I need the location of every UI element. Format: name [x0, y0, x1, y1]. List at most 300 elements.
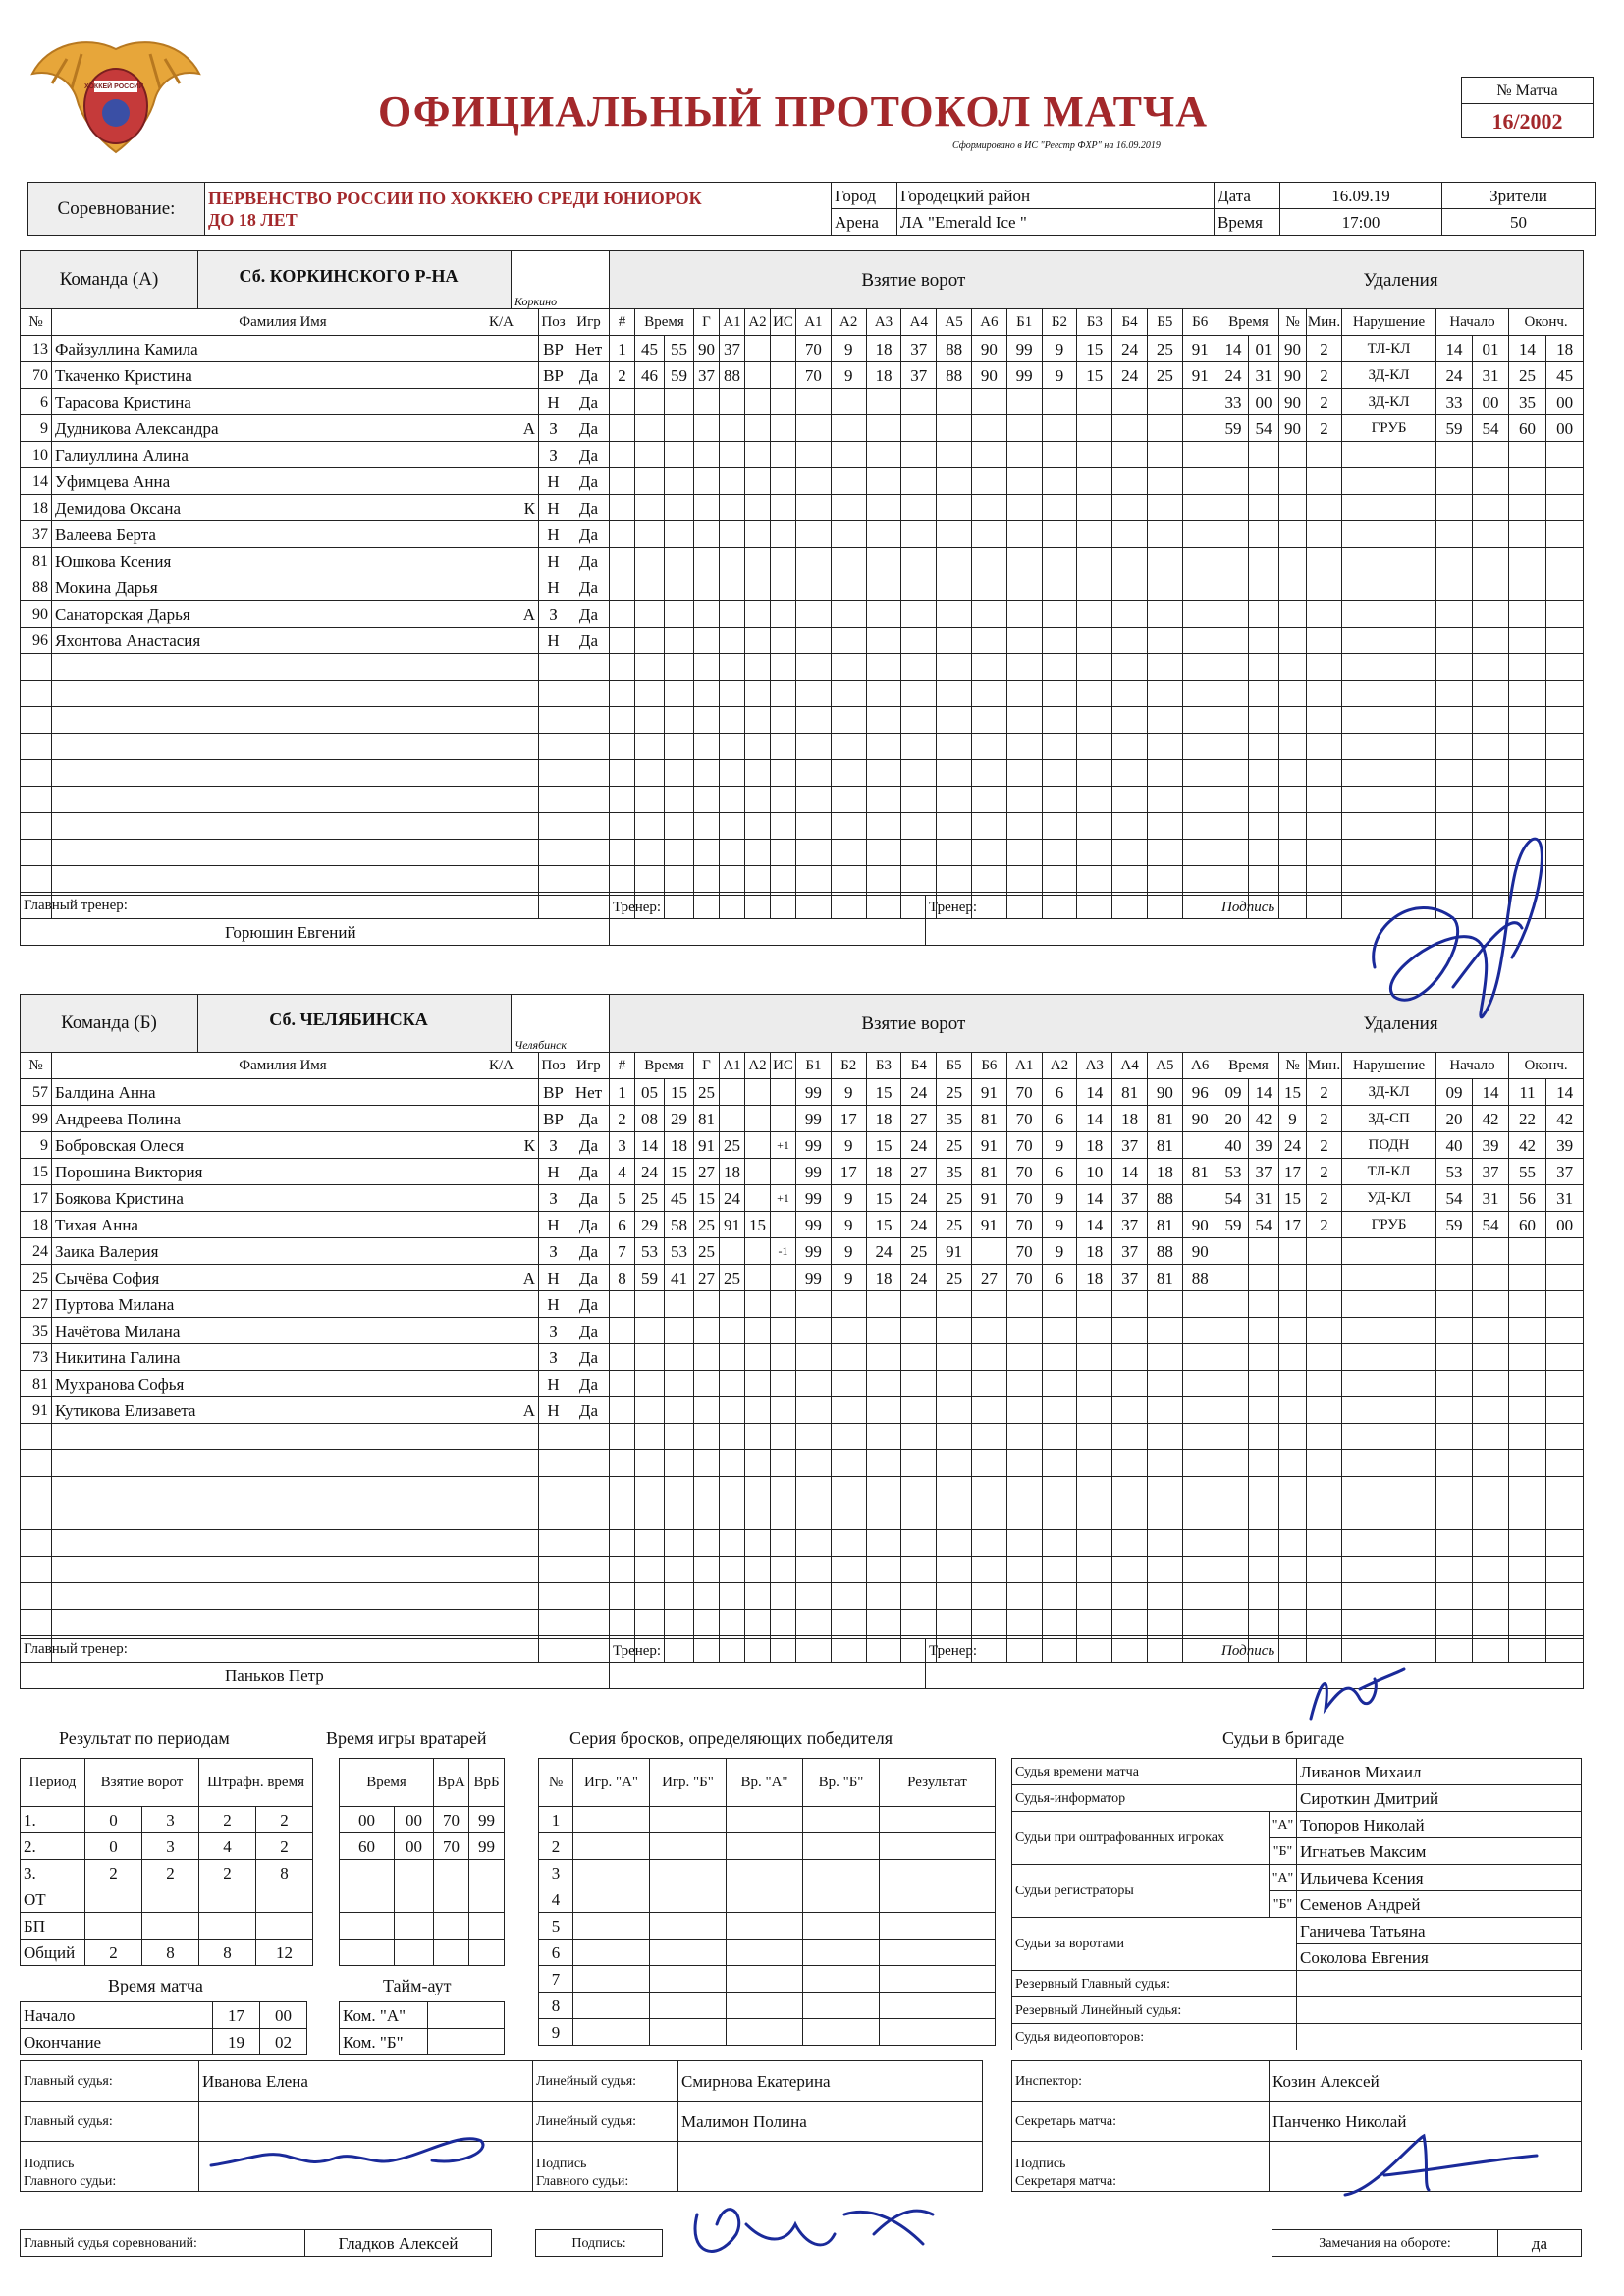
- goal-second: [665, 1424, 694, 1450]
- goal-assist-1: [720, 548, 745, 574]
- player-number: 73: [21, 1344, 52, 1371]
- onice-player: [796, 787, 832, 813]
- goal-assist-1: [720, 1477, 745, 1503]
- goal-row: [610, 866, 1218, 893]
- goal-minute: 24: [635, 1159, 665, 1185]
- goal-second: [665, 574, 694, 601]
- onice-player: [796, 1344, 832, 1371]
- pen-minute: [1218, 866, 1249, 893]
- onice-player: [1112, 1291, 1148, 1318]
- onice-player: [866, 1530, 901, 1557]
- onice-player: [1042, 813, 1077, 840]
- player-number: 6: [21, 389, 52, 415]
- player-name-cell: [52, 840, 539, 866]
- roster-row: [21, 442, 610, 468]
- pen-minutes: [1307, 1610, 1342, 1636]
- pen-minute: [1218, 1291, 1249, 1318]
- player-name-cell: [52, 734, 539, 760]
- goal-assist-1: [720, 866, 745, 893]
- pen-violation: УД-КЛ: [1342, 1185, 1436, 1212]
- roster-row: [21, 707, 610, 734]
- period-pim-a: [199, 1913, 256, 1940]
- onice-player: [1077, 1318, 1112, 1344]
- pen-player: [1279, 1503, 1307, 1530]
- so-result-header: Результат: [880, 1759, 996, 1807]
- onice-player: 70: [1006, 1079, 1042, 1106]
- goalie-row: [340, 1860, 505, 1886]
- shootout-title: Серия бросков, определяющих победителя: [569, 1728, 893, 1748]
- player-played: Да: [568, 574, 610, 601]
- goal-assist-1: [720, 1344, 745, 1371]
- goal-second: 15: [665, 1159, 694, 1185]
- onice-player: [796, 1503, 832, 1530]
- pen-violation: [1342, 601, 1436, 628]
- player-position: [539, 1503, 568, 1530]
- shootout-cell: [880, 1886, 996, 1913]
- onice-player: [1077, 442, 1112, 468]
- pen-minutes: [1307, 1344, 1342, 1371]
- goalie-row: [340, 1913, 505, 1940]
- goalie-minute: [340, 1860, 395, 1886]
- pen-second: [1249, 628, 1279, 654]
- pen-player: 17: [1279, 1212, 1307, 1238]
- pen-start-second: [1473, 787, 1509, 813]
- player-name-cell: [52, 787, 539, 813]
- onice-player: [1147, 1291, 1182, 1318]
- player-name: Дудникова Александра: [55, 418, 219, 438]
- onice-player: [1006, 840, 1042, 866]
- goal-second: [665, 1450, 694, 1477]
- onice-player: 70: [1006, 1185, 1042, 1212]
- pen-minutes: [1307, 840, 1342, 866]
- onice-player: [866, 1450, 901, 1477]
- penalty-row: [1218, 1477, 1584, 1503]
- pen-second: [1249, 1557, 1279, 1583]
- onice-player: [831, 1424, 866, 1450]
- pen-end-minute: [1509, 1344, 1546, 1371]
- player-name-cell: [52, 1503, 539, 1530]
- pen-second: [1249, 654, 1279, 681]
- pen-minutes: [1307, 1557, 1342, 1583]
- pen-start-minute: 40: [1436, 1132, 1473, 1159]
- onice-player: [1112, 1477, 1148, 1503]
- goal-second: [665, 628, 694, 654]
- player-position: [539, 1557, 568, 1583]
- player-position: З: [539, 1238, 568, 1265]
- head-referee-label-1: Главный судья:: [21, 2061, 199, 2102]
- onice-player: [1112, 681, 1148, 707]
- goalie-b: [469, 1886, 505, 1913]
- goal-row: [610, 548, 1218, 574]
- roster-row: [21, 760, 610, 787]
- goal-row: [610, 734, 1218, 760]
- col-onice: А6: [971, 309, 1006, 336]
- goal-row: [610, 681, 1218, 707]
- onice-player: [1112, 840, 1148, 866]
- col-onice: Б5: [937, 1053, 972, 1079]
- goal-assist-2: [745, 840, 771, 866]
- head-coach-name: Паньков Петр: [225, 1667, 324, 1685]
- city-label: Город: [832, 183, 897, 209]
- goal-number: 2: [610, 362, 635, 389]
- goal-situation: [771, 1291, 796, 1318]
- pen-start-second: [1473, 1371, 1509, 1397]
- onice-player: [1147, 1371, 1182, 1397]
- pen-end-minute: [1509, 574, 1546, 601]
- pen-end-minute: [1509, 521, 1546, 548]
- col-pen-violation: Нарушение: [1342, 1053, 1436, 1079]
- goal-assist-1: 25: [720, 1132, 745, 1159]
- roster-row: [21, 548, 610, 574]
- player-played: Да: [568, 548, 610, 574]
- onice-player: [1077, 495, 1112, 521]
- shootout-cell: [650, 1993, 727, 2019]
- onice-player: 88: [1147, 1238, 1182, 1265]
- col-pos: Поз: [539, 1053, 568, 1079]
- onice-player: [937, 1344, 972, 1371]
- pen-violation: ЗД-СП: [1342, 1106, 1436, 1132]
- goal-assist-2: [745, 734, 771, 760]
- shootout-row: [539, 1886, 996, 1913]
- player-name-cell: [52, 1238, 539, 1265]
- pen-start-minute: [1436, 1610, 1473, 1636]
- onice-player: [901, 548, 937, 574]
- onice-player: [1042, 734, 1077, 760]
- competition-info: [27, 182, 1596, 236]
- goal-assist-1: [720, 1610, 745, 1636]
- city-value: Городецкий район: [897, 183, 1215, 209]
- goal-situation: [771, 362, 796, 389]
- pen-end-minute: 55: [1509, 1159, 1546, 1185]
- player-position: [539, 1424, 568, 1450]
- onice-player: [1077, 1503, 1112, 1530]
- player-number: 88: [21, 574, 52, 601]
- goal-second: [665, 1291, 694, 1318]
- goalie-row: [340, 1807, 505, 1833]
- pen-end-minute: [1509, 1371, 1546, 1397]
- goal-assist-1: [720, 1530, 745, 1557]
- player-position: Н: [539, 574, 568, 601]
- player-played: Да: [568, 1265, 610, 1291]
- onice-player: 99: [796, 1238, 832, 1265]
- onice-player: [866, 1557, 901, 1583]
- goal-assist-2: [745, 760, 771, 787]
- onice-player: [1182, 734, 1218, 760]
- pen-minute: [1218, 548, 1249, 574]
- onice-player: [831, 654, 866, 681]
- player-position: Н: [539, 1265, 568, 1291]
- goal-situation: [771, 442, 796, 468]
- pen-player: [1279, 1450, 1307, 1477]
- player-position: Н: [539, 1397, 568, 1424]
- pen-start-second: [1473, 628, 1509, 654]
- roster-row: [21, 1344, 610, 1371]
- goal-number: [610, 548, 635, 574]
- player-position: Н: [539, 548, 568, 574]
- notes-value: да: [1498, 2230, 1582, 2257]
- goal-assist-1: [720, 1557, 745, 1583]
- pen-end-minute: [1509, 1450, 1546, 1477]
- pen-player: [1279, 760, 1307, 787]
- onice-player: [796, 840, 832, 866]
- player-position: [539, 734, 568, 760]
- onice-player: [937, 415, 972, 442]
- col-onice: Б2: [1042, 309, 1077, 336]
- onice-player: [971, 521, 1006, 548]
- pen-minute: 24: [1218, 362, 1249, 389]
- pen-start-second: [1473, 1344, 1509, 1371]
- goal-assist-1: [720, 389, 745, 415]
- pen-second: [1249, 866, 1279, 893]
- penalty-row: [1218, 1212, 1584, 1238]
- onice-player: [901, 1318, 937, 1344]
- onice-player: [1006, 601, 1042, 628]
- goal-row: [610, 1477, 1218, 1503]
- goal-scorer: 25: [694, 1212, 720, 1238]
- onice-player: [831, 760, 866, 787]
- pen-second: [1249, 574, 1279, 601]
- onice-player: [831, 1583, 866, 1610]
- onice-player: [1042, 1530, 1077, 1557]
- goal-assist-1: [720, 734, 745, 760]
- col-onice: Б4: [901, 1053, 937, 1079]
- onice-player: [1006, 1344, 1042, 1371]
- shootout-cell: [573, 1807, 650, 1833]
- goal-number: [610, 389, 635, 415]
- goal-situation: [771, 336, 796, 362]
- pen-second: 39: [1249, 1132, 1279, 1159]
- signature-team-a-icon: [1355, 830, 1561, 1061]
- player-number: 17: [21, 1185, 52, 1212]
- onice-player: [1147, 628, 1182, 654]
- goal-minute: 14: [635, 1132, 665, 1159]
- onice-player: [1182, 1185, 1218, 1212]
- pen-player: [1279, 1424, 1307, 1450]
- onice-player: [1182, 1318, 1218, 1344]
- col-name: Фамилия Имя: [239, 313, 327, 330]
- pen-end-second: [1546, 1344, 1584, 1371]
- onice-player: 6: [1042, 1106, 1077, 1132]
- pen-player: [1279, 442, 1307, 468]
- onice-player: [831, 601, 866, 628]
- col-igr: Игр: [568, 309, 610, 336]
- onice-player: [1112, 468, 1148, 495]
- player-name: Тихая Анна: [55, 1215, 138, 1234]
- goal-situation: [771, 707, 796, 734]
- pen-second: [1249, 734, 1279, 760]
- pen-minutes: [1307, 495, 1342, 521]
- goal-number: [610, 1291, 635, 1318]
- pen-end-second: [1546, 521, 1584, 548]
- pen-end-minute: 22: [1509, 1106, 1546, 1132]
- penalty-row: [1218, 734, 1584, 760]
- pen-end-second: [1546, 734, 1584, 760]
- onice-player: [831, 1530, 866, 1557]
- onice-player: [831, 628, 866, 654]
- shootout-cell: [803, 1833, 880, 1860]
- player-played: Да: [568, 1106, 610, 1132]
- pen-player: [1279, 866, 1307, 893]
- onice-player: [901, 1371, 937, 1397]
- pen-start-second: 54: [1473, 415, 1509, 442]
- col-onice: Б4: [1112, 309, 1148, 336]
- pen-end-second: [1546, 1477, 1584, 1503]
- onice-player: [937, 707, 972, 734]
- pen-violation: [1342, 1557, 1436, 1583]
- pen-end-second: [1546, 1450, 1584, 1477]
- goal-minute: [635, 1477, 665, 1503]
- player-ka: К: [523, 1135, 535, 1155]
- goalie-minute: [340, 1940, 395, 1966]
- pen-second: [1249, 1477, 1279, 1503]
- video-judge-label: Судья видеоповторов:: [1012, 2024, 1297, 2050]
- goal-second: 53: [665, 1238, 694, 1265]
- sig-head-label-1b: Главного судьи:: [24, 2174, 117, 2189]
- player-position: [539, 681, 568, 707]
- shootout-row: [539, 1807, 996, 1833]
- goal-minute: [635, 866, 665, 893]
- penalty-row: [1218, 1371, 1584, 1397]
- onice-player: [901, 1424, 937, 1450]
- onice-player: [866, 442, 901, 468]
- onice-player: 18: [1077, 1265, 1112, 1291]
- onice-player: 18: [866, 1265, 901, 1291]
- goal-situation: [771, 1450, 796, 1477]
- goal-assist-1: [720, 415, 745, 442]
- player-number: 13: [21, 336, 52, 362]
- onice-player: [1077, 813, 1112, 840]
- onice-player: [1182, 601, 1218, 628]
- goal-number: [610, 734, 635, 760]
- roster-row: [21, 1424, 610, 1450]
- goalies-title: Время игры вратарей: [326, 1728, 487, 1748]
- roster-row: [21, 415, 610, 442]
- roster-row: [21, 468, 610, 495]
- shootout-cell: [727, 2019, 803, 2046]
- penalty-row: [1218, 362, 1584, 389]
- goal-second: 41: [665, 1265, 694, 1291]
- goal-second: 55: [665, 336, 694, 362]
- onice-player: [1042, 521, 1077, 548]
- pen-start-second: [1473, 548, 1509, 574]
- goal-number: [610, 601, 635, 628]
- onice-player: [1182, 415, 1218, 442]
- arena-label: Арена: [832, 209, 897, 236]
- player-played: [568, 760, 610, 787]
- onice-player: [901, 1397, 937, 1424]
- goal-minute: [635, 787, 665, 813]
- onice-player: 88: [1147, 1185, 1182, 1212]
- onice-player: [1042, 1371, 1077, 1397]
- pen-end-second: [1546, 1238, 1584, 1265]
- onice-player: [901, 813, 937, 840]
- goal-assist-1: [720, 574, 745, 601]
- pen-player: [1279, 1238, 1307, 1265]
- goal-minute: [635, 442, 665, 468]
- shootout-cell: [803, 1940, 880, 1966]
- onice-player: [1077, 1450, 1112, 1477]
- head-coach-label: Главный тренер:: [24, 1641, 128, 1657]
- pen-start-second: 54: [1473, 1212, 1509, 1238]
- shootout-cell: [880, 2019, 996, 2046]
- onice-player: [1006, 521, 1042, 548]
- pen-end-second: 42: [1546, 1106, 1584, 1132]
- comp-referee-label: Главный судья соревнований:: [21, 2230, 305, 2257]
- teamB-penalties-table: [1218, 994, 1584, 1663]
- goalie-second: 00: [395, 1807, 434, 1833]
- onice-player: [796, 521, 832, 548]
- onice-player: [831, 468, 866, 495]
- onice-player: [1147, 601, 1182, 628]
- period-row: [21, 1940, 313, 1966]
- onice-player: [866, 707, 901, 734]
- goal-minute: [635, 681, 665, 707]
- goal-assist-1: [720, 442, 745, 468]
- onice-player: [831, 707, 866, 734]
- onice-player: [901, 1344, 937, 1371]
- pen-minute: [1218, 1265, 1249, 1291]
- player-name-cell: [52, 1371, 539, 1397]
- signature-secretary-icon: [1335, 2131, 1542, 2205]
- goal-judge-1: Ганичева Татьяна: [1297, 1918, 1582, 1944]
- onice-player: [796, 1318, 832, 1344]
- pen-end-minute: [1509, 495, 1546, 521]
- onice-player: [937, 574, 972, 601]
- goal-assist-2: [745, 1159, 771, 1185]
- player-played: [568, 866, 610, 893]
- player-played: [568, 1530, 610, 1557]
- col-onice: А3: [866, 309, 901, 336]
- penalty-row: [1218, 1583, 1584, 1610]
- onice-player: [796, 1424, 832, 1450]
- onice-player: 81: [1147, 1265, 1182, 1291]
- pen-violation: [1342, 1610, 1436, 1636]
- onice-player: [1006, 468, 1042, 495]
- secretary-name: Панченко Николай: [1270, 2102, 1582, 2142]
- pen-end-minute: [1509, 1530, 1546, 1557]
- onice-player: [1147, 574, 1182, 601]
- goal-row: [610, 389, 1218, 415]
- onice-player: [1112, 1318, 1148, 1344]
- onice-player: 90: [1147, 1079, 1182, 1106]
- shootout-cell: [573, 1966, 650, 1993]
- onice-player: 70: [1006, 1132, 1042, 1159]
- col-pen-start: Начало: [1436, 309, 1509, 336]
- onice-player: [1147, 787, 1182, 813]
- onice-player: [1112, 866, 1148, 893]
- col-onice: А5: [937, 309, 972, 336]
- pen-end-second: [1546, 1265, 1584, 1291]
- onice-player: [1077, 760, 1112, 787]
- pen-end-second: 00: [1546, 389, 1584, 415]
- pen-minute: [1218, 574, 1249, 601]
- player-played: [568, 707, 610, 734]
- onice-player: 99: [1006, 362, 1042, 389]
- period-pim-a: [199, 1886, 256, 1913]
- player-name: Балдина Анна: [55, 1082, 156, 1102]
- signature-line-referee-icon: [677, 2185, 943, 2269]
- player-number: [21, 1610, 52, 1636]
- player-name-cell: [52, 389, 539, 415]
- pen-minutes: [1307, 681, 1342, 707]
- player-played: Да: [568, 1291, 610, 1318]
- player-name-cell: [52, 628, 539, 654]
- so-player-a-header: Игр. "А": [573, 1759, 650, 1807]
- period-goals-b: [142, 1886, 199, 1913]
- goal-minute: [635, 840, 665, 866]
- pen-end-second: [1546, 1557, 1584, 1583]
- onice-player: [796, 1477, 832, 1503]
